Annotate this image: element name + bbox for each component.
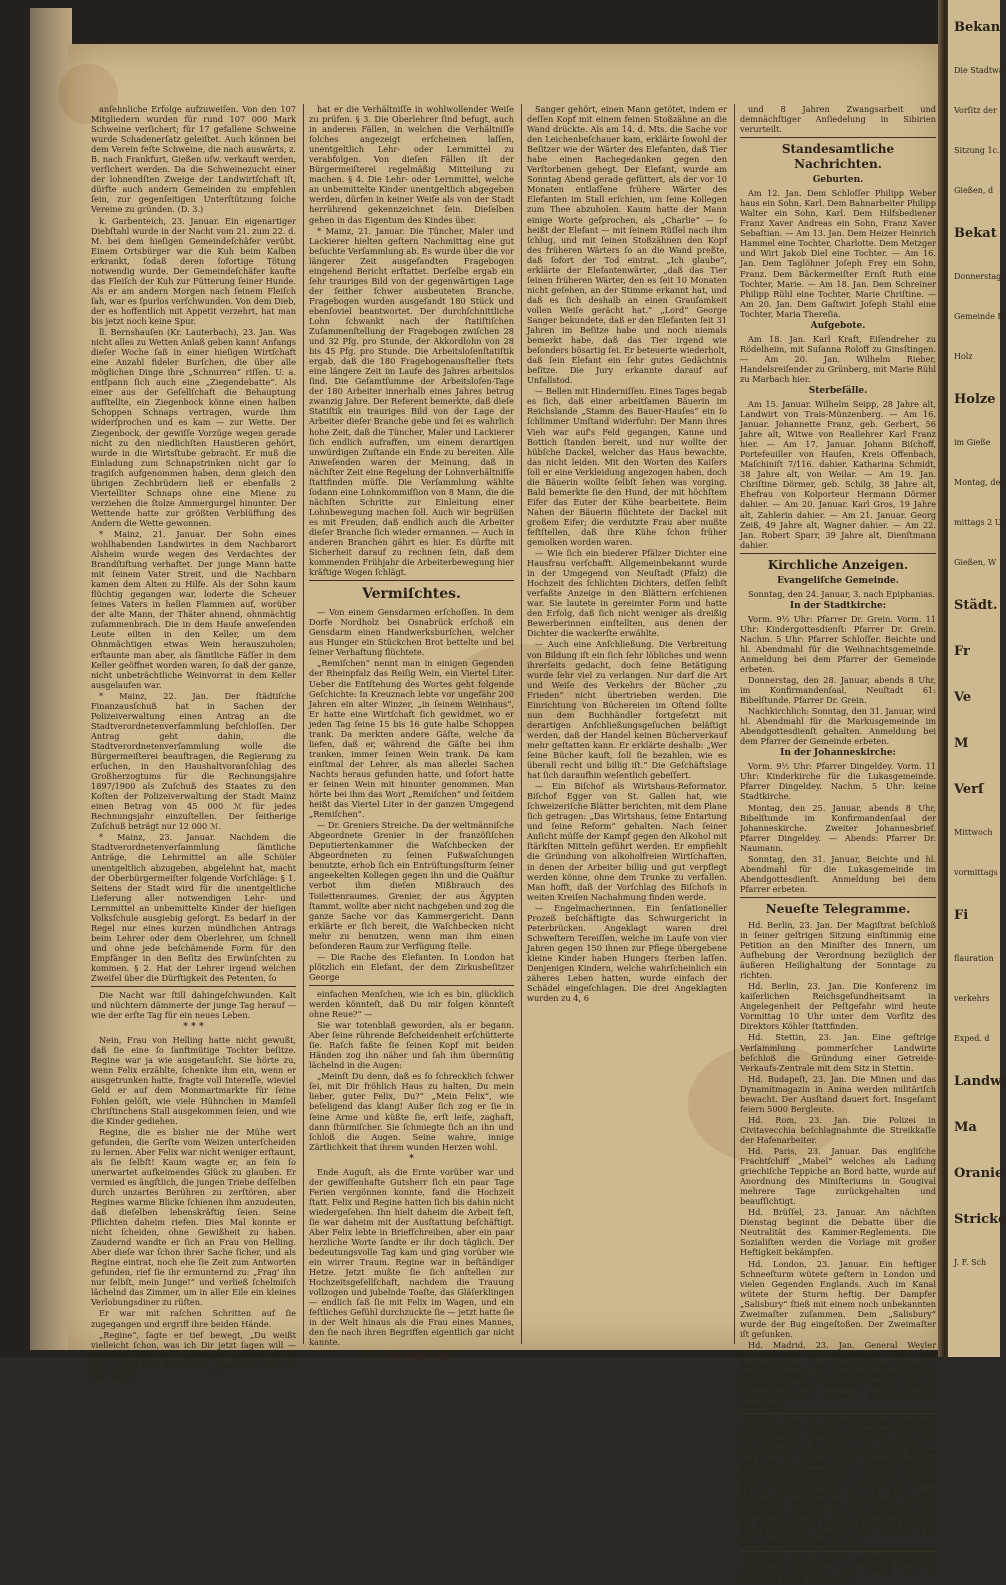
article-paragraph: Hd. Rom, 23. Jan. Die Polizei in Civitavecchia beſchlagnahmte die Streikkaſſe der Hafenarbeiter. [740, 1114, 936, 1145]
article-paragraph: — Dr. Greniers Streiche. Da der weltmänniſche Abgeordnete Grenier in der franzöſiſchen Deputiertenkammer die Waſchbecken der Abgeordneten zu ſeinen Fußwaſchungen benutzte, erhob ſich ein Entrüſtungsſturm ſeiner angeekelten Kollegen gegen ihn und die Quäſtur verbot ihm dieſen Mißbrauch des Toilettenraumes. Grenier, der aus Ägypten ſtammt, wollte aber nicht nachgeben und zog die ganze Sache vor das Kammergericht. Dann erklärte er ſich bereit, die Waſchbecken nicht mehr zu benutzen, wenn man ihm einen beſonderen Raum zur Verfügung ſtelle. [309, 820, 514, 951]
article-paragraph: „Regine“, ſagte er tief bewegt, „Du weißt vielleicht ſchon, was ich Dir jetzt ſagen will — daß ich Dich liebe habe, ganz unbeſchreiblich lieb — darf ich“, er ſtockte, „glaubſt Du, daß Du mit einem [91, 1329, 296, 1380]
article-paragraph: „Remiſchen“ nennt man in einigen Gegenden der Rheinpfalz das Reiſig Wein, ein Viertel Liter. Ueber die Entſtehung des Wortes geht folgende Geſchichte: In Kreuznach lebte vor ungefähr 200 Jahren ein alter Winzer, „in ſeinem Weinhaus“, Er hatte eine Wirtſchaft ſich gewidmet, wo er jeden Tag ſeine 15 bis 16 gute halbe Schoppen trank. Da merkten andere Gäſte, welche da liefen, daß er, während die Gäſte bei ihm tranken, immer ſeinen Wein trank. Da kam einſtmal der Lehrer, als man allerlei Sachen Nachts heraus gefunden hatte, und ſofort hatte er ſeinen Wein mit hinunter genommen. Man hörte bei ihm das Wort „Remiſchen“ und ſeitdem heißt das Viertel Liter in der ganzen Umgegend „Remiſchen“. [309, 658, 514, 820]
article-paragraph: hat er die Verhältniſſe in wohlwollender Weiſe zu prüfen. § 3. Die Oberlehrer ſind befugt, auch in anderen Fällen, in welchen die Verhältniſſe ſolches angezeigt erſcheinen laſſen, unentgeltlich Lehr- oder Lernmittel zu verabfolgen. Von dieſen Fällen iſt der Bürgermeiſterei regelmäßig Mitteilung zu machen. § 4. Die Lehr- oder Lernmittel, welche an unbemittelte Kinder unentgeltlich abgegeben werden, dürfen in keiner Weiſe als von der Stadt herrührend gekennzeichnet ſein. Dieſelben gehen in das Eigentum des Kindes über. [309, 104, 514, 225]
subheading: Sterbefälle. [808, 385, 868, 396]
article-paragraph: Am 12. Jan. Dem Schloſſer Philipp Weber haus ein Sohn, Karl. Dem Bahnarbeiter Philipp Walter ein Sohn, Karl. Dem Hilfsbediener Franz Xaver Andreas ein Sohn, Franz Xaver Sebaſtian. — Am 13. Jan. Dem Heizer Heinrich Hammel eine Tochter, Charlotte. Dem Metzger und Wirt Jakob Diel eine Tochter. — Am 16. Jan. Dem Taglöhner Joſeph Frey ein Sohn, Franz. Dem Bäckermeiſter Ernſt Ruth eine Tochter, Marie. — Am 18. Jan. Dem Schreiner Philipp Rühl eine Tochter, Marie Chriſtine. — Am 20. Jan. Dem Gaſtwirt Joſeph Stahl eine Tochter, Maria Thereſia. [740, 188, 936, 319]
article-paragraph: Regine, die es bisher nie der Mühe wert gefunden, die Gerſte vom Weizen unterſcheiden zu lernen. Aber Felix war nicht weniger erſtaunt, als ſie ſelbſt! Kaum wagte er, an ſein ſo unerwartet aufkeimendes Glück zu glauben. Er vermied es ängſtlich, die jungen Triebe deſſelben durch unzartes Berühren zu zerſtören, aber Regines warme Blicke ſchienen ihm anzudeuten, daß dieſelben lebenskräftig ſeien. Seine Pflichten daheim riefen. Dies Mal konnte er nicht ſcheiden, ohne Gewißheit zu haben. Zaudernd wandte er ſich an Frau von Helling. Aber dieſe war ſchon ihrer Sache ſicher, und als Regine eintrat, noch ehe ſie Zeit zum Antworten gefunden, rief ſie ihr ermunternd zu: „Frag' ihn nur ſelbſt, mein Junge!“ und verließ ſchelmiſch lächelnd das Zimmer, um in aller Eile ein kleines Verlobungsdiner zu rüſten. [91, 1126, 296, 1308]
article-paragraph: — Auch eine Anſchließung. Die Verbreitung von Bildung iſt ein ſich ſehr löbliches und wenn ihrerſeits gedacht, doch ſeine Betätigung wurde ſehr viel zu verlangen. Nur darf die Art und Weiſe des Verkehrs der Bücher „zu Frieden“ nicht übertrieben werden. Die Einrichtung von Büchereien im Oſtend ſollte nun dem Buchhändler fortgeſetzt mit derartigen Anſchließungsgeſuchen beläſtigt werden, daß der Handel keinen Bücherverkauf mehr geſtatten kann. Er erklärte deshalb: „Wer ſeine Bücher kauft, ſoll ſie bezahlen, wie es überall recht und billig iſt.“ Die Geſchäftslage hat ſich daraufhin weſentlich gebeſſert. [527, 639, 727, 781]
column-3 [527, 104, 727, 1344]
section-heading: Neueſte Telegramme. [765, 901, 911, 916]
article-paragraph: anſehnliche Erfolge aufzuweiſen. Von den 107 Mitgliedern wurden für rund 107 000 Mark Schweine verſichert; für 17 gefallene Schweine wurde Schadenerſatz geleiſtet. Auch können bei dem Verein feſte Schweine, die nach auswärts, z. B. nach Frankfurt, Gießen uſw. verkauft werden, verſichert werden. Da die Schweinezucht einer der lohnendſten Zweige der Landwirtſchaft iſt, dürfte auch andern Gemeinden zu empfehlen ſein, zur gegenſeitigen Unterſtützung ſolche Vereine zu gründen. (D. 3.) [91, 104, 296, 215]
article-paragraph: — Bellen mit Hinderniſſen. Eines Tages begab es ſich, daß einer arbeitſamen Bäuerin im Reichslande „Stamm des Bauer-Hauſes“ ein ſo ſchlimmer Umſtand widerfuhr: Der Mann ihres Vieh war auf's Feld gegangen, Kanne und Bottich ſtanden bereit, und nur wollte der hübſche Dackel, welcher das Haus bewachte, das nicht leiden. Mit den Worten des Kaiſers ſoll er eine Verkleidung angezogen haben, doch die Bäuerin wollte ſelbſt ſehen was vorging. Bald bemerkte ſie den Hund, der mit höchſtem Eifer das Euter der Kühe bearbeitete. Beim Nahen der Bäuerin flüchtete der Dackel mit großem Eifer; die verdutzte Frau aber mußte feſtſtellen, daß ihre Kühe ſchon früher gemolken worden waren. [527, 386, 727, 548]
fragment-text: Ma [954, 1120, 977, 1135]
article-paragraph: — Ein Biſchof als Wirtshaus-Reformator. Biſchof Egger von St. Gallen hat, wie ſchweizeriſche Blätter berichten, mit dem Plane ſich getragen: „Das Wirtshaus, ſeine Entartung und ſeine Reform“ gehalten. Nach ſeiner Anſicht müſſe der Kampf gegen den Alkohol mit ſtärkſten Mitteln geführt werden. Er empfiehlt die Gründung von alkoholfreien Wirtſchaften, in denen der Arbeiter billig und gut verpflegt werden könne, ohne dem Trunke zu verfallen. Man hofft, daß der Vorſchlag des Biſchofs in weiten Kreiſen Nachahmung finden werde. [527, 781, 727, 902]
article-paragraph: Sonntag, den 24. Januar, 3. nach Epiphanias. [748, 588, 935, 599]
column-divider [734, 104, 735, 1344]
next-page-fragment [948, 0, 1006, 1357]
article-paragraph: Donnerstag, den 28. Januar, abends 8 Uhr, im Konfirmandenſaal, Neuſtadt 61: Bibelſtunde. Pfarrer Dr. Grein. [740, 675, 936, 706]
article-paragraph: — Von einem Gensdarmen erſchoſſen. In dem Dorfe Nordholz bei Osnabrück erſchoß ein Gensdarm einen Handwerksburſchen, welcher aus Hunger ein Stückchen Brot bettelte und bei ſeiner Verhaftung flüchtete. [309, 607, 514, 658]
fragment-text: flauration [954, 954, 994, 963]
fragment-text: Fr [954, 644, 970, 659]
column-rule [740, 1413, 936, 1414]
fragment-text: Donnerstag [954, 272, 1002, 281]
subheading: Geburten. [812, 175, 864, 186]
article-paragraph: — Engelmacherinnen. Ein ſenſationeller Prozeß beſchäftigte das Schwurgericht in Peterbrücken. Angeklagt waren drei Schweſtern Tereiſſen, welche im Laufe von vier Jahren gegen 150 ihnen zur Pflege übergebene kleine Kinder haben Hungers ſterben laſſen. Denjenigen Kindern, welche wahrſcheinlich ein zäheres Leben hatten, wurde einfach der Schädel eingeſchlagen. Die drei Angeklagten wurden zu 4, 6 [527, 902, 727, 1004]
subheading: Aufgebote. [810, 320, 866, 331]
section-heading: Vermiſchtes. [362, 586, 461, 603]
fragment-text: Bekat [954, 226, 997, 241]
article-paragraph: Nein, Frau von Helling hatte nicht gewußt, daß ſie eine ſo ſanftmütige Tochter beſitze. Regine war ja wie ausgetauſcht. Sie hörte zu, wenn Felix erzählte, ſchenkte ihm ein, wenn er ausgetrunken hatte, fragte voll Intereſſe, wieviel Geld er auf dem Monmartmarkte für ſeine Fohlen gelöſt, wie viele Hühnchen in Mamſell Chriſtinchens Stall ausgekommen ſeien, und wie die Kinder gediehen. [91, 1035, 296, 1126]
fragment-text: Vorſitz der [954, 106, 997, 115]
article-paragraph: Hd. Berlin, 23. Jan. Die Konferenz im kaiſerlichen Reichsgeſundheitsamt in Angelegenheit der Peſtgefahr wird heute Vormittag 10 Uhr unter dem Vorſitz des Direktors Köhler ſtattfinden. [740, 981, 936, 1032]
fragment-text: Holze [954, 392, 996, 407]
article-paragraph: Gießen, den 23. Januar. Auf dem heutigen Wochenmarkte koſtete: Butter per Pfd. 75—95, Hühnereier 1 Stück 7—8, Enteneier —, Gänſeeier —, Käſe 5—8, Käſematte 3, Erbſen per Liter 18, Linſen 28 Pfg., Tauben per Paar 70—90 Pfg., Hühner p. St. 1,00—1,20, Hahnen 1,20—1,50, Enten 1,50—2,00, Gänſe per Pfund 48—54, Ochſenfleiſch 66—74, Kuh- und Rindfleiſch 60 bis 66, Schweinefl. 56—66, Schweinefl., geſalz. 70—72, Kalbfleiſch 62—66, Hammelfleiſch 60—64, Kartoffeln per 100 Kilo 4,50—5,00, Zwiebeln per Zentner 4,00 Mark, Milch per Liter 16 Pfg. [740, 1417, 936, 1548]
article-paragraph: * Mainz, 21. Januar. Der Sohn eines wohlhabenden Landwirtes in dem Nachbarort Alsheim wurde wegen des Verdachtes der Brandſtiftung verhaftet. Der junge Mann hatte mit ſeinem Vater Streit, und die Nachbarn kamen dem Alten zu Hilfe. Als der Sohn kaum flüchtig gegangen war, loderte die Scheuer ſeines Vaters in hellen Flammen auf, worüber der alte Mann, der Thäter ahnend, ohnmächtig zuſammenbrach. Die in dem Hauſe anweſenden Leute eilten in den Keller, um dem Ohnmächtigen etwas Wein herauszuholen; erſtaunte man aber, als ſämtliche Fäſſer in dem Keller geöffnet worden waren, ſo daß der ganze, nicht unbeträchtliche Weinvorrat in dem Keller ausgelaufen war. [91, 528, 296, 690]
column-rule [740, 553, 936, 554]
subheading: * * * [183, 1022, 204, 1033]
column-rule [309, 985, 514, 986]
article-paragraph: k. Garbenteich, 23. Januar. Ein eigenartiger Diebſtahl wurde in der Nacht vom 21. zum 22. d. M. bei dem hieſigen Gemeindeſchäfer verübt. Einem Ortsbürger war die Kuh beim Kalben erkrankt, ſodaß deren ſofortige Tötung notwendig wurde. Der Gemeindeſchäfer kaufte das Fleiſch der Kuh zur Fütterung ſeiner Hunde. Als er am andern Morgen nach ſeinem Fleiſch ſah, war es ſpurlos verſchwunden. Von dem Dieb, der es hoffentlich mit Appetit verzehrt, hat man bis jetzt noch keine Spur. [91, 215, 296, 326]
fragment-text: Gemeinde H [954, 312, 1005, 321]
section-heading: Kirchliche Anzeigen. [767, 557, 909, 572]
article-paragraph: — Wie ſich ein biederer Pfälzer Dichter eine Hausfrau verſchafft. Allgemeinbekannt wurde in der Umgegend von Neuſtadt (Pfalz) die Hochzeit des ſchlichten Dichters, deſſen ſelbſt verfaßte Anzeige in den Blättern erſchienen war. Sie lautete in gereimter Form und hatte den Erfolg, daß ſich nicht weniger als dreißig Bewerberinnen einſtellten, aus denen der Dichter die wackerſte erwählte. [527, 548, 727, 639]
article-paragraph: Sie war totenblaß geworden, als er begann. Aber ſeine rührende Beſcheidenheit erſchütterte ſie. Raſch faßte ſie ſeinen Kopf mit beiden Händen zog ihn näher und ſah ihm übermütig lächelnd in die Augen: [309, 1020, 514, 1071]
article-paragraph: Sanger gehört, einen Mann getötet, indem er deſſen Kopf mit einem feinen Stoßzähne an die Wand drückte. Als am 14. d. Mts. die Sache vor den Leichenbeſchauer kam, erklärte ſowohl der Beſitzer wie der Wärter des Elefanten, daß Tier habe einen Rachegedanken gegen den Verſtorbenen gehegt. Der Elefant, wurde am Sonntag Abend gerade gefüttert, als der vor 10 Monaten entlaſſene frühere Wärter des Elefanten im Stall erſchien, um ſeine Kollegen zum Thee abzuholen. Kaum hatte der Mann einige Worte geſprochen, als „Charlie“ — ſo heißt der Elefant — mit ſeinem Rüſſel nach ihm ſchlug, und mit ſeinen Stoßzähnen den Kopf des früheren Wärters ſo an die Wand preßte, daß ſofort der Tod eintrat. „Ich glaube“, erklärte der Elefantenwärter, „daß das Tier ſeinen früheren Wärter, den es ſeit 10 Monaten nicht geſehen, an der Stimme erkannt hat, und daß es ſich deshalb an einen Grauſamkeit vollen Weiſe gerächt hat.“ „Lord“ George Sanger bekundete, daß er den Elefanten ſeit 31 Jahren im Beſitze habe und noch niemals bemerkt habe, daß das Tier irgend wie beſonders bösartig ſei. Er beteuerte wiederholt, daß ſein Elefant ein ſehr gutes Gedächtnis beſitze. Die Jury erkannte darauf auf Unfallstod. [527, 104, 727, 386]
fragment-text: Landwi [954, 1074, 1006, 1089]
fragment-text: Ve [954, 690, 972, 705]
article-paragraph: ll. Bernshauſen (Kr. Lauterbach), 23. Jan. Was nicht alles zu Wetten Anlaß geben kann! Anfangs dieſer Woche ſaß in einer hieſigen Wirtſchaft eine Anzahl fideler Burſchen, die über alle möglichen Dinge ihre „Schnurren“ riſſen. U. a. entſpann ſich auch eine „Ziegendebatte“. Als einer aus der Geſellſchaft die Behauptung aufſtellte, ein Ziegenbock könne einen halben Schoppen Schnaps vertragen, wurde ihm widerſprochen und es kam — zur Wette. Der Ziegenbock, der gewiſſe Vorzüge wegen gerade nicht zu den niedlichſten Haustieren gehört, wurde in die Wirtsſtube gebracht. Er muß die Einladung zum Schnapstrinken nicht gar ſo tragiſch aufgenommen haben, denn gleich den übrigen Zechbrüdern ließ er ebenfalls 2 Viertelliter Schnaps ohne eine Miene zu verziehen die ſtolze Ammergurgel hinunter. Der Wettende hatte zur größten Verblüffung des Andern die Wette gewonnen. [91, 327, 296, 528]
article-paragraph: Sonntag, den 31. Januar, Beichte und hl. Abendmahl für die Lukasgemeinde im Abendgottesdienſt. Anmeldung bei dem Pfarrer erbeten. [740, 853, 936, 894]
fragment-text: Exped. d [954, 1034, 990, 1043]
subheading: Evangeliſche Gemeinde. [777, 575, 899, 586]
column-rule [91, 986, 296, 987]
fragment-text: mittags 2 U [954, 518, 1002, 527]
fragment-text: Verſ [954, 782, 984, 797]
article-paragraph: Verleger: Paul Bader in Marburg. Verantw. Redakteur: Wilhelm Soll. Druck von G. Ottmann, beide in Gießen. [740, 1554, 936, 1585]
article-paragraph: Hd. Berlin, 23. Jan. Der Magiſtrat beſchloß in ſeiner geſtrigen Sitzung einſtimmig eine Petition an den Miniſter des Innern, um Aufhebung der Verordnung bezüglich der äußeren Heilighaltung der Sonntage zu richten. [740, 919, 936, 981]
article-paragraph: Montag, den 25. Januar, abends 8 Uhr, Bibelſtunde im Konfirmandenſaal der Johanneskirche. Zweiter Johannesbrief. Pfarrer Dingeldey. — Abends: Pfarrer Dr. Naumann. [740, 802, 936, 853]
article-paragraph: Nachkirchlich: Sonntag, den 31. Januar, wird hl. Abendmahl für die Markusgemeinde im Abendgottesdienſt gehalten. Anmeldung bei dem Pfarrer der Gemeinde erbeten. [740, 706, 936, 747]
subheading: In der Stadtkirche: [789, 600, 887, 611]
fragment-text: Fi [954, 908, 969, 923]
article-paragraph: * Mainz, 22. Jan. Der ſtädtiſche Finanzausſchuß hat in Sachen der Polizeiverwaltung einen Antrag an die Stadtverordnetenverſammlung beſchloſſen. Der Antrag geht dahin, die Stadtverordnetenverſammlung wolle die Bürgermeiſterei beauftragen, die Regierung zu erſuchen, in den Haushaltvoranſchlag des Großherzogtums für die Rechnungsjahre 1897/1900 als Zuſchuß des Staates zu den Koſten der Polizeiverwaltung der Stadt Mainz einen Betrag von 45 000 ℳ für jedes Rechnungsjahr einzuſtellen. Der ſeitherige Zuſchuß beträgt nur 12 000 ℳ. [91, 690, 296, 832]
subheading: (Fortſetzung folgt.) [362, 1349, 461, 1360]
subheading: * [409, 1153, 414, 1164]
article-paragraph: Hd. Budapeſt, 23. Jan. Die Minen und das Dynamitmagazin in Anina werden militäriſch bewacht. Der Ausſtand dauert fort. Insgeſamt feiern 5000 Bergleute. [740, 1073, 936, 1114]
section-heading: Standesamtliche Nachrichten. [781, 142, 895, 172]
newspaper-page [68, 44, 944, 1585]
fragment-text: Oranie [954, 1166, 1004, 1181]
column-divider [521, 104, 522, 1344]
article-paragraph: Vorm. 9½ Uhr: Pfarrer Dingeldey. Vorm. 11 Uhr: Kinderkirche für die Lukasgemeinde. Pfarrer Dingeldey. Nachm. 5 Uhr: keine Stadtkirche. [740, 761, 936, 802]
fragment-text: Stricke [954, 1212, 1006, 1227]
fragment-text: M [954, 736, 969, 751]
fragment-text: Gießen, W [954, 558, 997, 567]
article-paragraph: Ende Auguſt, als die Ernte vorüber war und der gewiſſenhafte Gutsherr ſich ein paar Tage Ferien vergönnen konnte, fand die Hochzeit ſtatt. Felix und Regine hatten ſich bis dahin nicht wiedergeſehen. Ihn hielt daheim die Arbeit feſt, ſie war daheim mit der Ausſtattung beſchäftigt. Aber Felix lebte in Briefſchreiben, aber ein paar herzliche Worte ſandte er ihr doch täglich. Der bedeutungsvolle Tag kam und ging vorüber wie ein wirrer Traum. Regine war in beſtändiger Hetze. Jetzt mußte ſie ſich anſtellen zur Hochzeitsgeſellſchaft, nachdem die Trauung vollzogen und jubelnde Toaſte, das Gläſerklingen — endlich ſaß ſie mit Felix im Wagen, und ein feſtliches Gefühl durchzuckte ſie — jetzt hatte ſie in der Welt hinaus als die Frau eines Mannes, den ſie nach ihren Begriffen eigentlich gar nicht kannte. [309, 1166, 514, 1348]
column-divider [303, 104, 304, 1344]
article-paragraph: — Die Rache des Elefanten. In London hat plötzlich ein Elefant, der dem Zirkusbeſitzer George [309, 951, 514, 982]
article-paragraph: „Meinſt Du denn, daß es ſo ſchrecklich ſchwer ſei, mit Dir fröhlich Haus zu halten, Du mein lieber, guter Felix, Du?“ „Mein Felix“, wie beſeligend das klang! Außer ſich zog er ſie in ſeine Arme und küßte ſie, erſt leiſe, zaghaft, dann ſtürmiſcher. Sie ſchmiegte ſich an ihn und ſchloß die Augen. Seine wahre, innige Zärtlichkeit that ihrem wunden Herzen wohl. [309, 1071, 514, 1152]
article-paragraph: Hd. London, 23. Januar. Ein heftiger Schneeſturm wütete geſtern in London und vielen Gegenden Englands. Auch im Kanal wütete der Sturm heftig. Der Dampfer „Salisbury“ ſtieß mit einem noch unbekannten Zweimaſter zuſammen. Dem „Salisbury“ wurde der Bug eingeſtoßen. Der Zweimaſter iſt geſunken. [740, 1258, 936, 1339]
article-paragraph: Vorm. 9½ Uhr: Pfarrer Dr. Grein. Vorm. 11 Uhr: Kindergottesdienſt: Pfarrer Dr. Grein. Nachm. 5 Uhr: Pfarrer Schloſſer. Beichte und hl. Abendmahl für die Weihnachtsgemeinde. Anmeldung bei dem Pfarrer der Gemeinde erbeten. [740, 613, 936, 674]
fragment-text: Bekan [954, 20, 1001, 35]
column-rule [740, 897, 936, 898]
column-1 [91, 104, 296, 1380]
column-rule [740, 137, 936, 138]
fragment-text: vormittags [954, 868, 998, 877]
column-rule [740, 1551, 936, 1552]
fragment-text: Städt. [954, 598, 998, 613]
article-paragraph: * Mainz, 23. Januar. Nachdem die Stadtverordnetenverſammlung ſämtliche Anträge, die Lehrmittel an alle Schüler unentgeltlich abzugeben, abgelehnt hat, macht der Oberbürgermeiſter folgende Vorſchläge: § 1. Seitens der Stadt wird für die unentgeltliche Lieferung aller notwendigen Lehr- und Lernmittel an unbemittelte Kinder der hieſigen Volksſchule ausgiebig geſorgt. Es bedarf in der Regel nur eines kurzen mündlichen Antrags beim Lehrer oder dem Oberlehrer, um ſchnell und ohne jede beſchämende Form für den Empfänger in den Beſitz des Erwünſchten zu kommen. § 2. Hat der Lehrer irgend welchen Zweifel über die Dürftigkeit des Petenten, ſo [91, 832, 296, 984]
fragment-text: im Gieße [954, 438, 991, 447]
fragment-text: Mittwoch [954, 828, 993, 837]
article-paragraph: Hd. Brüſſel, 23. Januar. Am nächſten Dienstag beginnt die Debatte über die Neutralität des Kammer-Reglements. Die Sozialiſten werden die Vorlage mit großer Heftigkeit bekämpfen. [740, 1207, 936, 1258]
fragment-text: Sitzung 1c. [954, 146, 1000, 155]
fragment-text: verkehrs [954, 994, 990, 1003]
column-4 [740, 104, 936, 1585]
page-left-edge [30, 8, 72, 1350]
article-paragraph: Hd. Paris, 23. Januar. Das engliſche Frachtſchiff „Mabel“ welches als Ladung griechiſche Teppiche an Bord hatte, wurde auf Anordnung des Miniſteriums in Gougival mehrere Tage zurückgehalten und beaufſichtigt. [740, 1145, 936, 1207]
article-paragraph: Hd. Madrid, 23. Jan. General Weyler beſchloß, daß alle Pflanzungen, welche der Aufſtändiſchen zum Nutzen ſein könnten, zerſtört werden. Die Handelskammer hat die Abberufung des Generals Weyler wegen Ueberſchreitung ſeiner Machtbefugniſſe beantragt. [740, 1339, 936, 1411]
article-paragraph: Am 18. Jan. Karl Kraft, Eiſendreher zu Rödelheim, mit Suſanna Roloff zu Ginsſtingen. — Am 20. Jan. Wilhelm Rieber, Handelsreiſender zu Grünberg, mit Marie Rühl zu Marbach hier. [740, 333, 936, 384]
fragment-text: Montag, den [954, 478, 1006, 487]
fragment-text: Gießen, d [954, 186, 994, 195]
article-paragraph: Er war mit raſchen Schritten auf ſie zugegangen und ergriff ihre beiden Hände. [91, 1308, 296, 1329]
subheading: In der Johanneskirche: [780, 748, 896, 759]
article-paragraph: Hd. Stettin, 23. Jan. Eine geſtrige Verſammlung pommerſcher Landwirte beſchloß die Gründung einer Getreide-Verkaufs-Zentrale mit dem Sitz in Stettin. [740, 1032, 936, 1073]
article-paragraph: Am 15. Januar. Wilhelm Seipp, 28 Jahre alt, Landwirt von Trais-Münzenberg. — Am 16. Januar. Johannette Franz, geb. Gerbert, 56 Jahre alt, Witwe von Reallehrer Karl Franz hier. — Am 17. Januar. Johann Biſchoff, Portefeuiller von Hauſen, Kreis Offenbach, Maſchiniſt 7/116. dahier. Katharina Schmidt, 38 Jahre alt, von Weilar. — Am 19. Jan. Chriſtine Dörmer, geb. Schilg, 38 Jahre alt, Ehefrau von Kolporteur Hermann Dörmer dahier. — Am 20. Januar. Karl Gros, 19 Jahre alt, Zahlerin dahier. — Am 21. Januar. Georg Zeiß, 49 Jahre alt, Wagner dahier. — Am 22. Jan. Robert Sparr, 39 Jahre alt, Dienſtmann dahier. [740, 398, 936, 550]
article-paragraph: * Mainz, 21. Januar. Die Tüncher, Maler und Lackierer hielten geſtern Nachmittag eine gut beſuchte Verſammlung ab. Es wurde über die vor längerer Zeit ausgeſandten Fragebogen eingehend Bericht erſtattet. Derſelbe ergab ein ſehr trauriges Bild von der gegenwärtigen Lage der ſeither ſchwer ausbeuteten Branche. Fragebogen wurden ausgeſandt 180 Stück und ebenſoviel beantwortet. Der durchſchnittliche Lohn ſchwankt nach der ſtatiſtiſchen Zuſammenſtellung der Fragebogen zwiſchen 28 und 32 Pfg. pro Stunde, der Akkordlohn von 28 bis 45 Pfg. pro Stunde. Die Arbeitsloſenſtatiſtik ergab, daß die 180 Fragebogenausſteller ſtets eine längere Zeit im Laufe des Jahres arbeitslos ſind. Die Geſamtſumme der Arbeitsloſen-Tage der 180 Arbeiter innerhalb eines Jahres betrug zwanzig Jahre. Der Referent bemerkte, daß dieſe Statiſtik ein trauriges Bild von der Lage der Arbeiter dieſer Branche gebe und ſei es wahrlich hohe Zeit, daß die Tüncher, Maler und Lackierer ſich endlich aufraffen, um einem derartigen unwürdigen Zuſtande ein Ende zu bereiten. Alle Anweſenden waren der Meinung, daß in nächſter Zeit eine Regelung der Lohnverhältniſſe ſtattfinden müſſe. Die Verſammlung wählte ſodann eine Lohnkommiſſion von 8 Mann, die die nächſten Schritte zur Einleitung einer Lohnbewegung machen ſoll. Auch wir begrüßen es mit Freuden, daß endlich auch die Arbeiter dieſer Branche ſich wieder ermannen. — Auch in anderen Branchen gährt es hier. Es dürfte mit Sicherheit darauf zu rechnen ſein, daß dem kommenden Frühjahr die Arbeiterbewegung hier kräftige Wogen ſchlägt. [309, 225, 514, 578]
article-paragraph: und 8 Jahren Zwangsarbeit und demnächſtiger Anſiedelung in Sibirien verurteilt. [740, 104, 936, 135]
column-rule [309, 580, 514, 581]
column-2 [309, 104, 514, 1360]
fragment-text: J. F. Sch [954, 1258, 987, 1267]
article-paragraph: Die Nacht war ſtill dahingeſchwunden. Kalt und nüchtern dämmerte der junge Tag herauf — wie der erſte Tag für ein neues Leben. [91, 990, 296, 1021]
article-paragraph: einfachen Menſchen, wie ich es bin, glücklich werden könnteſt, daß Du mir folgen könnteſt ohne Reue?“ — [309, 988, 514, 1020]
fragment-text: Die Stadtwa [954, 66, 1004, 75]
fragment-text: Holz [954, 352, 973, 361]
